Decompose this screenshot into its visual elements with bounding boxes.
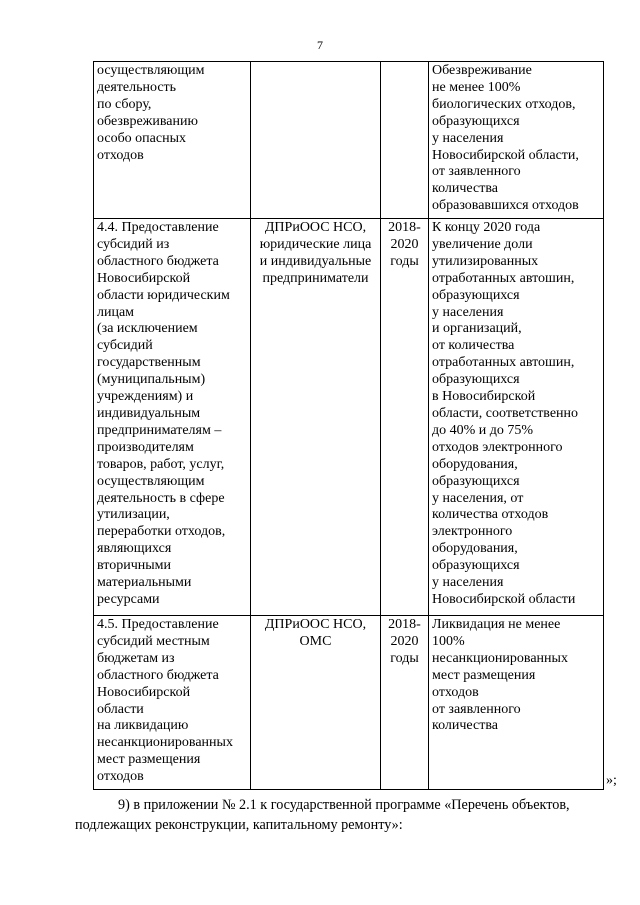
cell-text-line: (муниципальным) xyxy=(97,372,206,388)
cell-text-line: области юридическим xyxy=(97,287,230,303)
cell-text-line: отработанных автошин, xyxy=(432,355,575,371)
cell-text-line: отходов xyxy=(97,769,144,785)
cell-text-line: отходов электронного xyxy=(432,439,563,455)
cell-text-line: у населения, от xyxy=(432,490,524,506)
cell-text-line: по сбору, xyxy=(97,96,152,112)
cell-text-line: отработанных автошин, xyxy=(432,270,575,286)
closing-quote-mark: »; xyxy=(606,773,617,788)
cell-text-line: мест размещения xyxy=(432,667,536,683)
amendment-paragraph-line-1: 9) в приложении № 2.1 к государственной программе «Перечень объектов, xyxy=(118,797,570,813)
cell-text-line: не менее 100% xyxy=(432,79,521,95)
cell-text-line: 2020 xyxy=(390,633,419,649)
page-number: 7 xyxy=(317,38,323,52)
cell-text-line: у населения xyxy=(432,575,504,591)
cell-text-line: в Новосибирской xyxy=(432,389,536,405)
cell-text-line: Новосибирской области, xyxy=(432,147,579,163)
cell-text-line: материальными xyxy=(97,575,192,591)
cell-text-line: предприниматели xyxy=(262,270,369,286)
cell-text-line: биологических отходов, xyxy=(432,96,576,112)
cell-text-line: (за исключением xyxy=(97,321,198,337)
cell-text-line: количества xyxy=(432,718,498,734)
cell-text-line: годы xyxy=(390,650,419,666)
cell-text-line: 2020 xyxy=(390,236,419,252)
cell-text-line: субсидий xyxy=(97,338,153,354)
cell-text-line: ДПРиООС НСО, xyxy=(264,220,367,235)
cell-text-line: лицам xyxy=(97,304,135,320)
cell-text-line: деятельность в сфере xyxy=(97,490,225,506)
cell-text-line: количества отходов xyxy=(432,507,549,523)
cell-text-line: образующихся xyxy=(432,287,520,303)
cell-text-line: предпринимателям – xyxy=(97,422,222,438)
result-cell xyxy=(429,62,604,219)
cell-text-line: ресурсами xyxy=(97,591,160,607)
cell-text-line: 4.5. Предоставление xyxy=(97,617,219,632)
cell-text-line: индивидуальным xyxy=(97,405,201,421)
cell-text-line: у населения xyxy=(432,304,504,320)
cell-text-line: оборудования, xyxy=(432,541,518,557)
cell-text-line: Обезвреживание xyxy=(432,63,532,78)
cell-text-line: несанкционированных xyxy=(97,735,233,751)
cell-text-line: деятельность xyxy=(97,79,177,95)
program-activities-table xyxy=(93,61,604,790)
cell-text-line: оборудования, xyxy=(432,456,518,472)
cell-text-line: областного бюджета xyxy=(97,667,219,683)
cell-text-line: утилизированных xyxy=(432,253,539,269)
cell-text-line: от количества xyxy=(432,338,515,354)
cell-text-line: юридические лица xyxy=(259,236,372,252)
table-row xyxy=(94,62,604,219)
cell-text-line: Новосибирской xyxy=(97,270,191,286)
cell-text-line: субсидий местным xyxy=(97,633,210,649)
cell-text-line: области xyxy=(97,701,144,717)
cell-text-line: осуществляющим xyxy=(97,473,205,489)
cell-text-line: образующихся xyxy=(432,372,520,388)
cell-text-line: и организаций, xyxy=(432,321,522,337)
cell-text-line: образующихся xyxy=(432,558,520,574)
cell-text-line: электронного xyxy=(432,524,513,540)
result-cell xyxy=(429,616,604,790)
cell-text-line: бюджетам из xyxy=(97,650,175,666)
table-row xyxy=(94,616,604,790)
cell-text-line: отходов xyxy=(432,684,479,700)
executor-cell xyxy=(251,616,381,790)
cell-text-line: государственным xyxy=(97,355,201,371)
cell-text-line: образовавшихся отходов xyxy=(432,198,579,214)
cell-text-line: образующихся xyxy=(432,113,520,129)
amendment-paragraph-line-2: подлежащих реконструкции, капитальному ремонту»: xyxy=(75,817,403,833)
cell-text-line: отходов xyxy=(97,147,144,163)
cell-text-line: области, соответственно xyxy=(432,405,579,421)
cell-text-line: 4.4. Предоставление xyxy=(97,220,219,235)
cell-text-line: утилизации, xyxy=(97,507,170,523)
cell-text-line: Ликвидация не менее xyxy=(432,617,561,632)
cell-text-line: Новосибирской области xyxy=(432,591,576,607)
activity-cell xyxy=(94,616,251,790)
table-row xyxy=(94,219,604,616)
cell-text-line: вторичными xyxy=(97,558,171,574)
cell-text-line: переработки отходов, xyxy=(97,524,226,540)
cell-text-line: до 40% и до 75% xyxy=(432,422,534,438)
period-cell xyxy=(381,616,429,790)
cell-text-line: 2018- xyxy=(388,617,421,632)
cell-text-line: особо опасных xyxy=(97,130,187,146)
cell-text-line: мест размещения xyxy=(97,752,201,768)
cell-text-line: ОМС xyxy=(299,633,332,649)
cell-text-line: областного бюджета xyxy=(97,253,219,269)
cell-text-line: К концу 2020 года xyxy=(432,220,541,235)
cell-text-line: товаров, работ, услуг, xyxy=(97,456,225,472)
cell-text-line: 100% xyxy=(432,633,465,649)
result-cell xyxy=(429,219,604,616)
cell-text-line: увеличение доли xyxy=(432,236,533,252)
cell-text-line: являющихся xyxy=(97,541,172,557)
executor-cell xyxy=(251,219,381,616)
cell-text-line: от заявленного xyxy=(432,164,521,180)
cell-text-line: производителям xyxy=(97,439,194,455)
cell-text-line: субсидий из xyxy=(97,236,170,252)
cell-text-line: годы xyxy=(390,253,419,269)
cell-text-line: 2018- xyxy=(388,220,421,235)
cell-text-line: Новосибирской xyxy=(97,684,191,700)
executor-cell xyxy=(251,62,381,219)
cell-text-line: количества xyxy=(432,181,498,197)
cell-text-line: образующихся xyxy=(432,473,520,489)
cell-text-line: и индивидуальные xyxy=(259,253,372,269)
cell-text-line: ДПРиООС НСО, xyxy=(264,617,367,632)
cell-text-line: осуществляющим xyxy=(97,63,205,78)
cell-text-line: учреждениям) и xyxy=(97,389,194,405)
cell-text-line: несанкционированных xyxy=(432,650,568,666)
cell-text-line: у населения xyxy=(432,130,504,146)
period-cell xyxy=(381,62,429,219)
cell-text-line: от заявленного xyxy=(432,701,521,717)
activity-cell xyxy=(94,219,251,616)
cell-text-line: обезвреживанию xyxy=(97,113,198,129)
activity-cell xyxy=(94,62,251,219)
cell-text-line: на ликвидацию xyxy=(97,718,189,734)
period-cell xyxy=(381,219,429,616)
